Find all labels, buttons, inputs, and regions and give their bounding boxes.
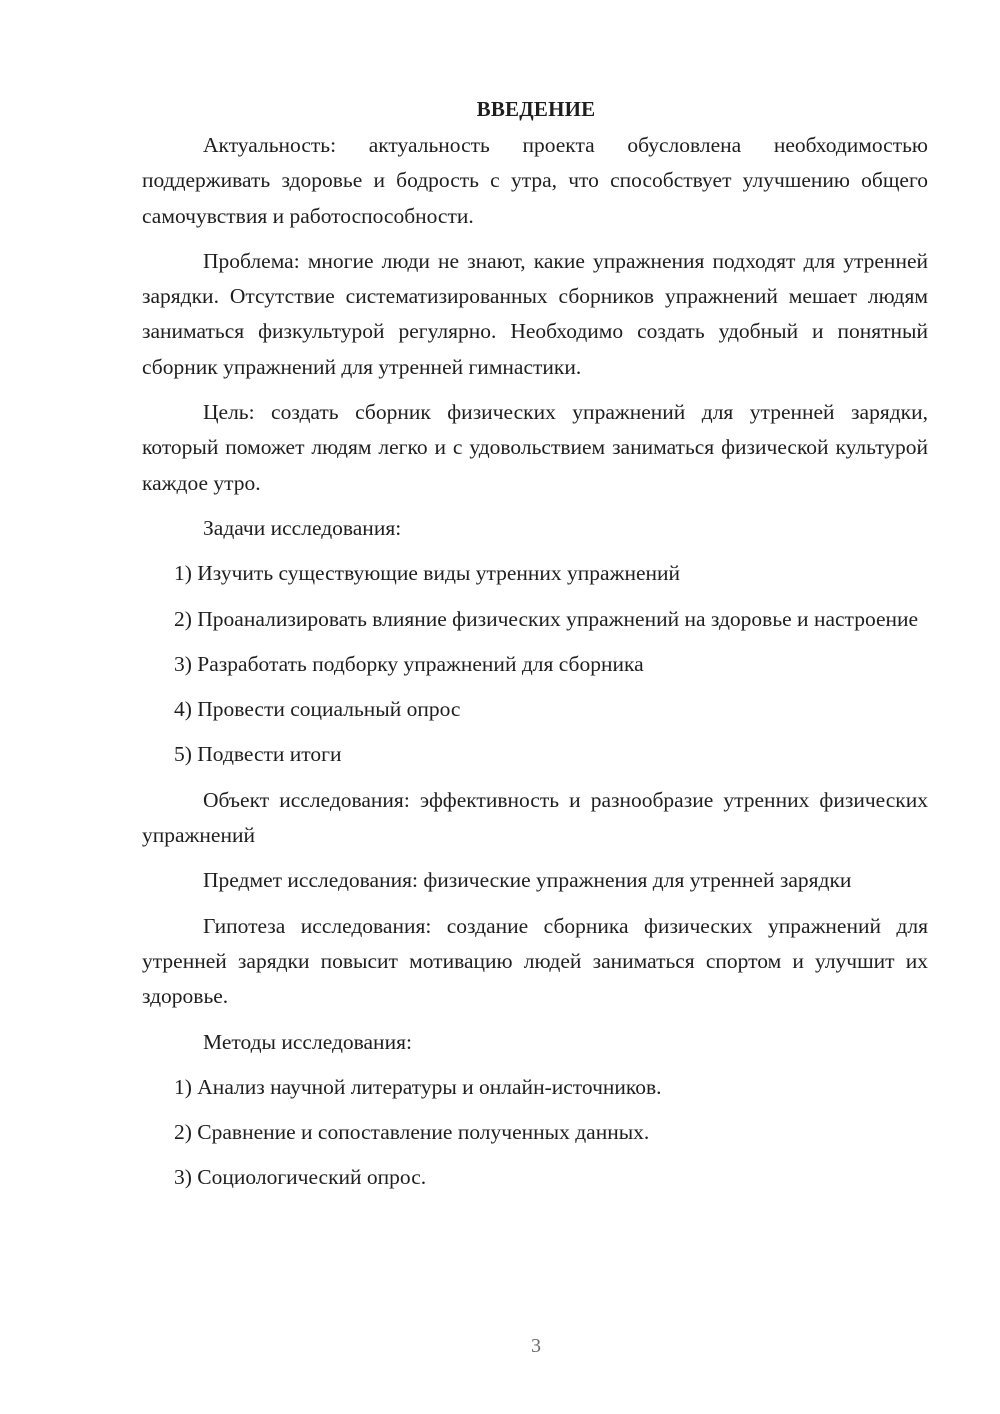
paragraph-object: Объект исследования: эффективность и разнообразие утренних физических упражнений [142,787,928,848]
method-item-1: 1) Анализ научной литературы и онлайн-источников. [174,1074,662,1099]
paragraph-relevance: Актуальность: актуальность проекта обусловлена необходимостью поддерживать здоровье и бодрость с утра, что способствует улучшению общего самочувствия и работоспособности. [142,133,928,228]
task-item-1: 1) Изучить существующие виды утренних упражнений [174,561,681,586]
document-page [142,92,928,1196]
tasks-heading: Задачи исследования: [203,515,402,540]
task-item-3: 3) Разработать подборку упражнений для сборника [174,651,644,676]
method-item-2: 2) Сравнение и сопоставление полученных данных. [174,1120,650,1145]
paragraph-problem: Проблема: многие люди не знают, какие упражнения подходят для утренней зарядки. Отсутствие систематизированных сборников упражнений мешает людям заниматься физкультурой регулярно. Необходимо создать удобный и понятный сборник упражнений для утренней гимнастики. [142,248,928,379]
method-item-3: 3) Социологический опрос. [174,1165,427,1190]
paragraph-goal: Цель: создать сборник физических упражнений для утренней зарядки, который поможет людям легко и с удовольствием заниматься физической культурой каждое утро. [142,400,928,495]
task-item-4: 4) Провести социальный опрос [174,697,461,722]
paragraph-subject: Предмет исследования: физические упражнения для утренней зарядки [203,868,852,893]
section-title: ВВЕДЕНИЕ [476,97,596,121]
page-number: 3 [531,1335,541,1357]
task-item-2: 2) Проанализировать влияние физических упражнений на здоровье и настроение [174,606,919,631]
methods-heading: Методы исследования: [203,1029,412,1054]
task-item-5: 5) Подвести итоги [174,742,342,767]
paragraph-hypothesis: Гипотеза исследования: создание сборника физических упражнений для утренней зарядки повысит мотивацию людей заниматься спортом и улучшит их здоровье. [142,913,928,1009]
